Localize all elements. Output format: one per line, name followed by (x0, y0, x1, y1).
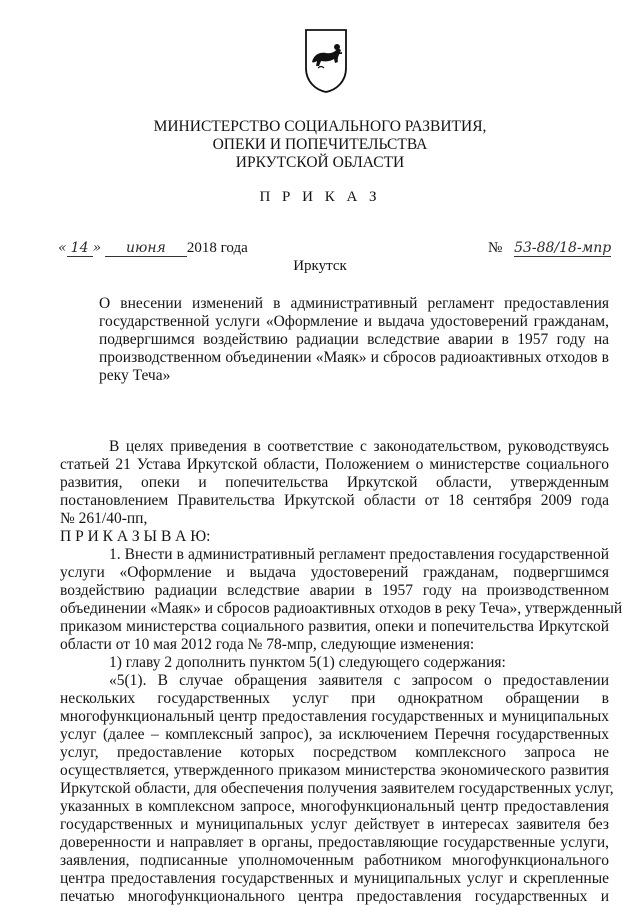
body-line: услуг (далее – комплексный запрос), за исключением Перечня государственных (60, 726, 609, 743)
body-line: В целях приведения в соответствие с законодательством, руководствуясь (109, 438, 609, 455)
body-line: области от 10 мая 2012 года № 78-мпр, следующие изменения: (60, 636, 475, 653)
body-line: центра предоставления государственных и муниципальных услуг и скрепленные (60, 870, 609, 887)
order-keyword: П Р И К А З Ы В А Ю: (60, 528, 211, 545)
body-line: «5(1). В случае обращения заявителя с запросом о предоставлении (109, 672, 609, 689)
body-line: услуг, предоставление которых посредством комплексного запроса не (60, 744, 609, 761)
date-close-quote: » (92, 240, 102, 256)
body-line: 1) главу 2 дополнить пунктом 5(1) следующего содержания: (109, 654, 506, 671)
ministry-name-line3: ИРКУТСКОЙ ОБЛАСТИ (235, 154, 405, 171)
body-line: нескольких государственных услуг при однократном обращении в (60, 690, 609, 707)
body-line: № 261/40-пп, (60, 510, 148, 527)
body-line: Иркутской области, для обеспечения получения заявителем государственных услуг, (60, 780, 614, 797)
subject-line: производственном объединении «Маяк» и сбросов радиоактивных отходов в (99, 349, 609, 366)
number-label: № (488, 240, 503, 256)
order-number (488, 240, 611, 257)
body-line: развития, опеки и попечительства Иркутской области, утвержденным (60, 474, 609, 491)
ministry-name-line2: ОПЕКИ И ПОПЕЧИТЕЛЬСТВА (212, 136, 428, 153)
body-line: многофункциональный центр предоставления государственных и муниципальных (60, 708, 609, 725)
subject-line: реку Теча» (99, 367, 171, 384)
document-title: П Р И К А З (259, 189, 381, 205)
body-line: заявления, подписанные уполномоченным работником многофункционального (60, 852, 609, 869)
body-line: печатью многофункционального центра предоставления государственных и (60, 888, 609, 905)
date-month: июня (105, 240, 187, 257)
body-line: статьей 21 Устава Иркутской области, Положением о министерстве социального (60, 456, 609, 473)
body-line: постановлением Правительства Иркутской области от 18 сентября 2009 года (60, 492, 609, 509)
subject-line: О внесении изменений в административный регламент предоставления (99, 295, 609, 312)
body-line: государственных и муниципальных услуг действует в интересах заявителя без (60, 816, 609, 833)
body-line: приказом министерства социального развития, опеки и попечительства Иркутской (60, 618, 609, 635)
body-line: 1. Внести в административный регламент предоставления государственной (109, 546, 609, 563)
date-day: 14 (67, 240, 93, 257)
subject-line: государственной услуги «Оформление и выдача удостоверений гражданам, (99, 313, 609, 330)
city: Иркутск (293, 258, 347, 274)
coat-of-arms-icon (304, 28, 348, 94)
body-line: указанных в комплексном запросе, многофункциональный центр предоставления (60, 798, 609, 815)
number-value: 53-88/18-мпр (514, 240, 612, 256)
date-year: 2018 года (186, 240, 248, 256)
body-line: услуги «Оформление и выдача удостоверений гражданам, подвергшимся (60, 564, 609, 581)
subject-line: подвергшимся воздействию радиации вследствие аварии в 1957 году на (99, 331, 609, 348)
ministry-name-line1: МИНИСТЕРСТВО СОЦИАЛЬНОГО РАЗВИТИЯ, (153, 118, 487, 135)
body-line: доверенности и направляет в органы, предоставляющие государственные услуги, (60, 834, 609, 851)
body-line: объединении «Маяк» и сбросов радиоактивных отходов в реку Теча», утвержденный (60, 600, 623, 617)
date-open-quote: « (58, 240, 67, 256)
order-date (58, 240, 248, 257)
body-line: осуществляется, утвержденного приказом министерства экономического развития (60, 762, 609, 779)
body-line: воздействию радиации вследствие аварии в 1957 году на производственном (60, 582, 609, 599)
